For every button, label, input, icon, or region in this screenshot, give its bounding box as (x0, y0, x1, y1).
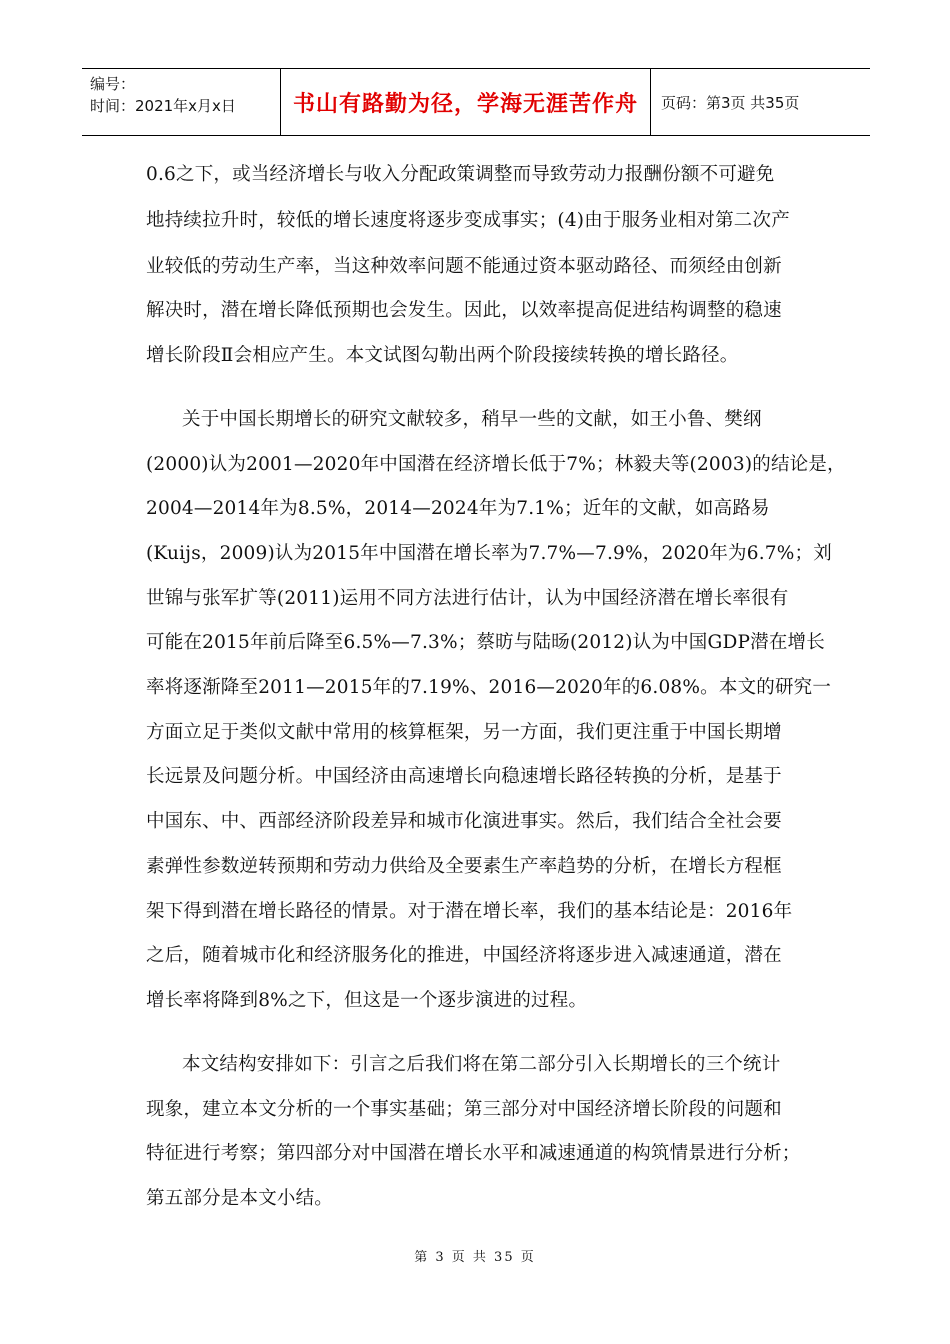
body-line: 增长阶段Ⅱ会相应产生。本文试图勾勒出两个阶段接续转换的增长路径。 (146, 345, 739, 366)
body-line: 地持续拉升时，较低的增长速度将逐步变成事实；(4)由于服务业相对第二次产 (146, 210, 790, 231)
body-line: 业较低的劳动生产率，当这种效率问题不能通过资本驱动路径、而须经由创新 (146, 256, 782, 277)
body-line: 可能在2015年前后降至6.5%—7.3%；蔡昉与陆旸(2012)认为中国GDP潜在增长 (146, 632, 825, 653)
body-line: 素弹性参数逆转预期和劳动力供给及全要素生产率趋势的分析，在增长方程框 (146, 856, 782, 877)
body-line: (Kuijs，2009)认为2015年中国潜在增长率为7.7%—7.9%，2020年为6.7%；刘 (146, 543, 832, 564)
header-motto: 书山有路勤为径，学海无涯苦作舟 (281, 69, 651, 135)
header-page-info: 页码：第3页 共35页 (661, 93, 800, 112)
page-header (82, 68, 870, 136)
body-line: 特征进行考察；第四部分对中国潜在增长水平和减速通道的构筑情景进行分析； (146, 1143, 801, 1164)
body-line: 现象，建立本文分析的一个事实基础；第三部分对中国经济增长阶段的问题和 (146, 1099, 782, 1120)
body-line: 世锦与张军扩等(2011)运用不同方法进行估计，认为中国经济潜在增长率很有 (146, 588, 789, 609)
body-line: 方面立足于类似文献中常用的核算框架，另一方面，我们更注重于中国长期增 (146, 722, 782, 743)
body-line: 0.6之下，或当经济增长与收入分配政策调整而导致劳动力报酬份额不可避免 (146, 164, 775, 185)
body-line: 架下得到潜在增长路径的情景。对于潜在增长率，我们的基本结论是：2016年 (146, 901, 793, 922)
body-line: 率将逐渐降至2011—2015年的7.19%、2016—2020年的6.08%。本文的研究一 (146, 677, 832, 698)
doc-number-label: 编号： (90, 75, 136, 93)
body-line: 第五部分是本文小结。 (146, 1188, 334, 1209)
header-meta (82, 69, 281, 135)
body-line: 本文结构安排如下：引言之后我们将在第二部分引入长期增长的三个统计 (182, 1054, 781, 1075)
body-line: 关于中国长期增长的研究文献较多，稍早一些的文献，如王小鲁、樊纲 (182, 409, 762, 430)
body-line: 增长率将降到8%之下，但这是一个逐步演进的过程。 (146, 990, 588, 1011)
body-line: 解决时，潜在增长降低预期也会发生。因此，以效率提高促进结构调整的稳速 (146, 300, 782, 321)
body-line: 2004—2014年为8.5%，2014—2024年为7.1%；近年的文献，如高路易 (146, 498, 770, 519)
doc-date-label: 时间：2021年x月x日 (90, 97, 236, 115)
body-line: (2000)认为2001—2020年中国潜在经济增长低于7%；林毅夫等(2003)的结论是， (146, 454, 846, 475)
body-line: 中国东、中、西部经济阶段差异和城市化演进事实。然后，我们结合全社会要 (146, 811, 782, 832)
body-line: 之后，随着城市化和经济服务化的推进，中国经济将逐步进入减速通道，潜在 (146, 945, 782, 966)
body-line: 长远景及问题分析。中国经济由高速增长向稳速增长路径转换的分析，是基于 (146, 766, 782, 787)
page-footer: 第 3 页 共 35 页 (414, 1250, 536, 1265)
